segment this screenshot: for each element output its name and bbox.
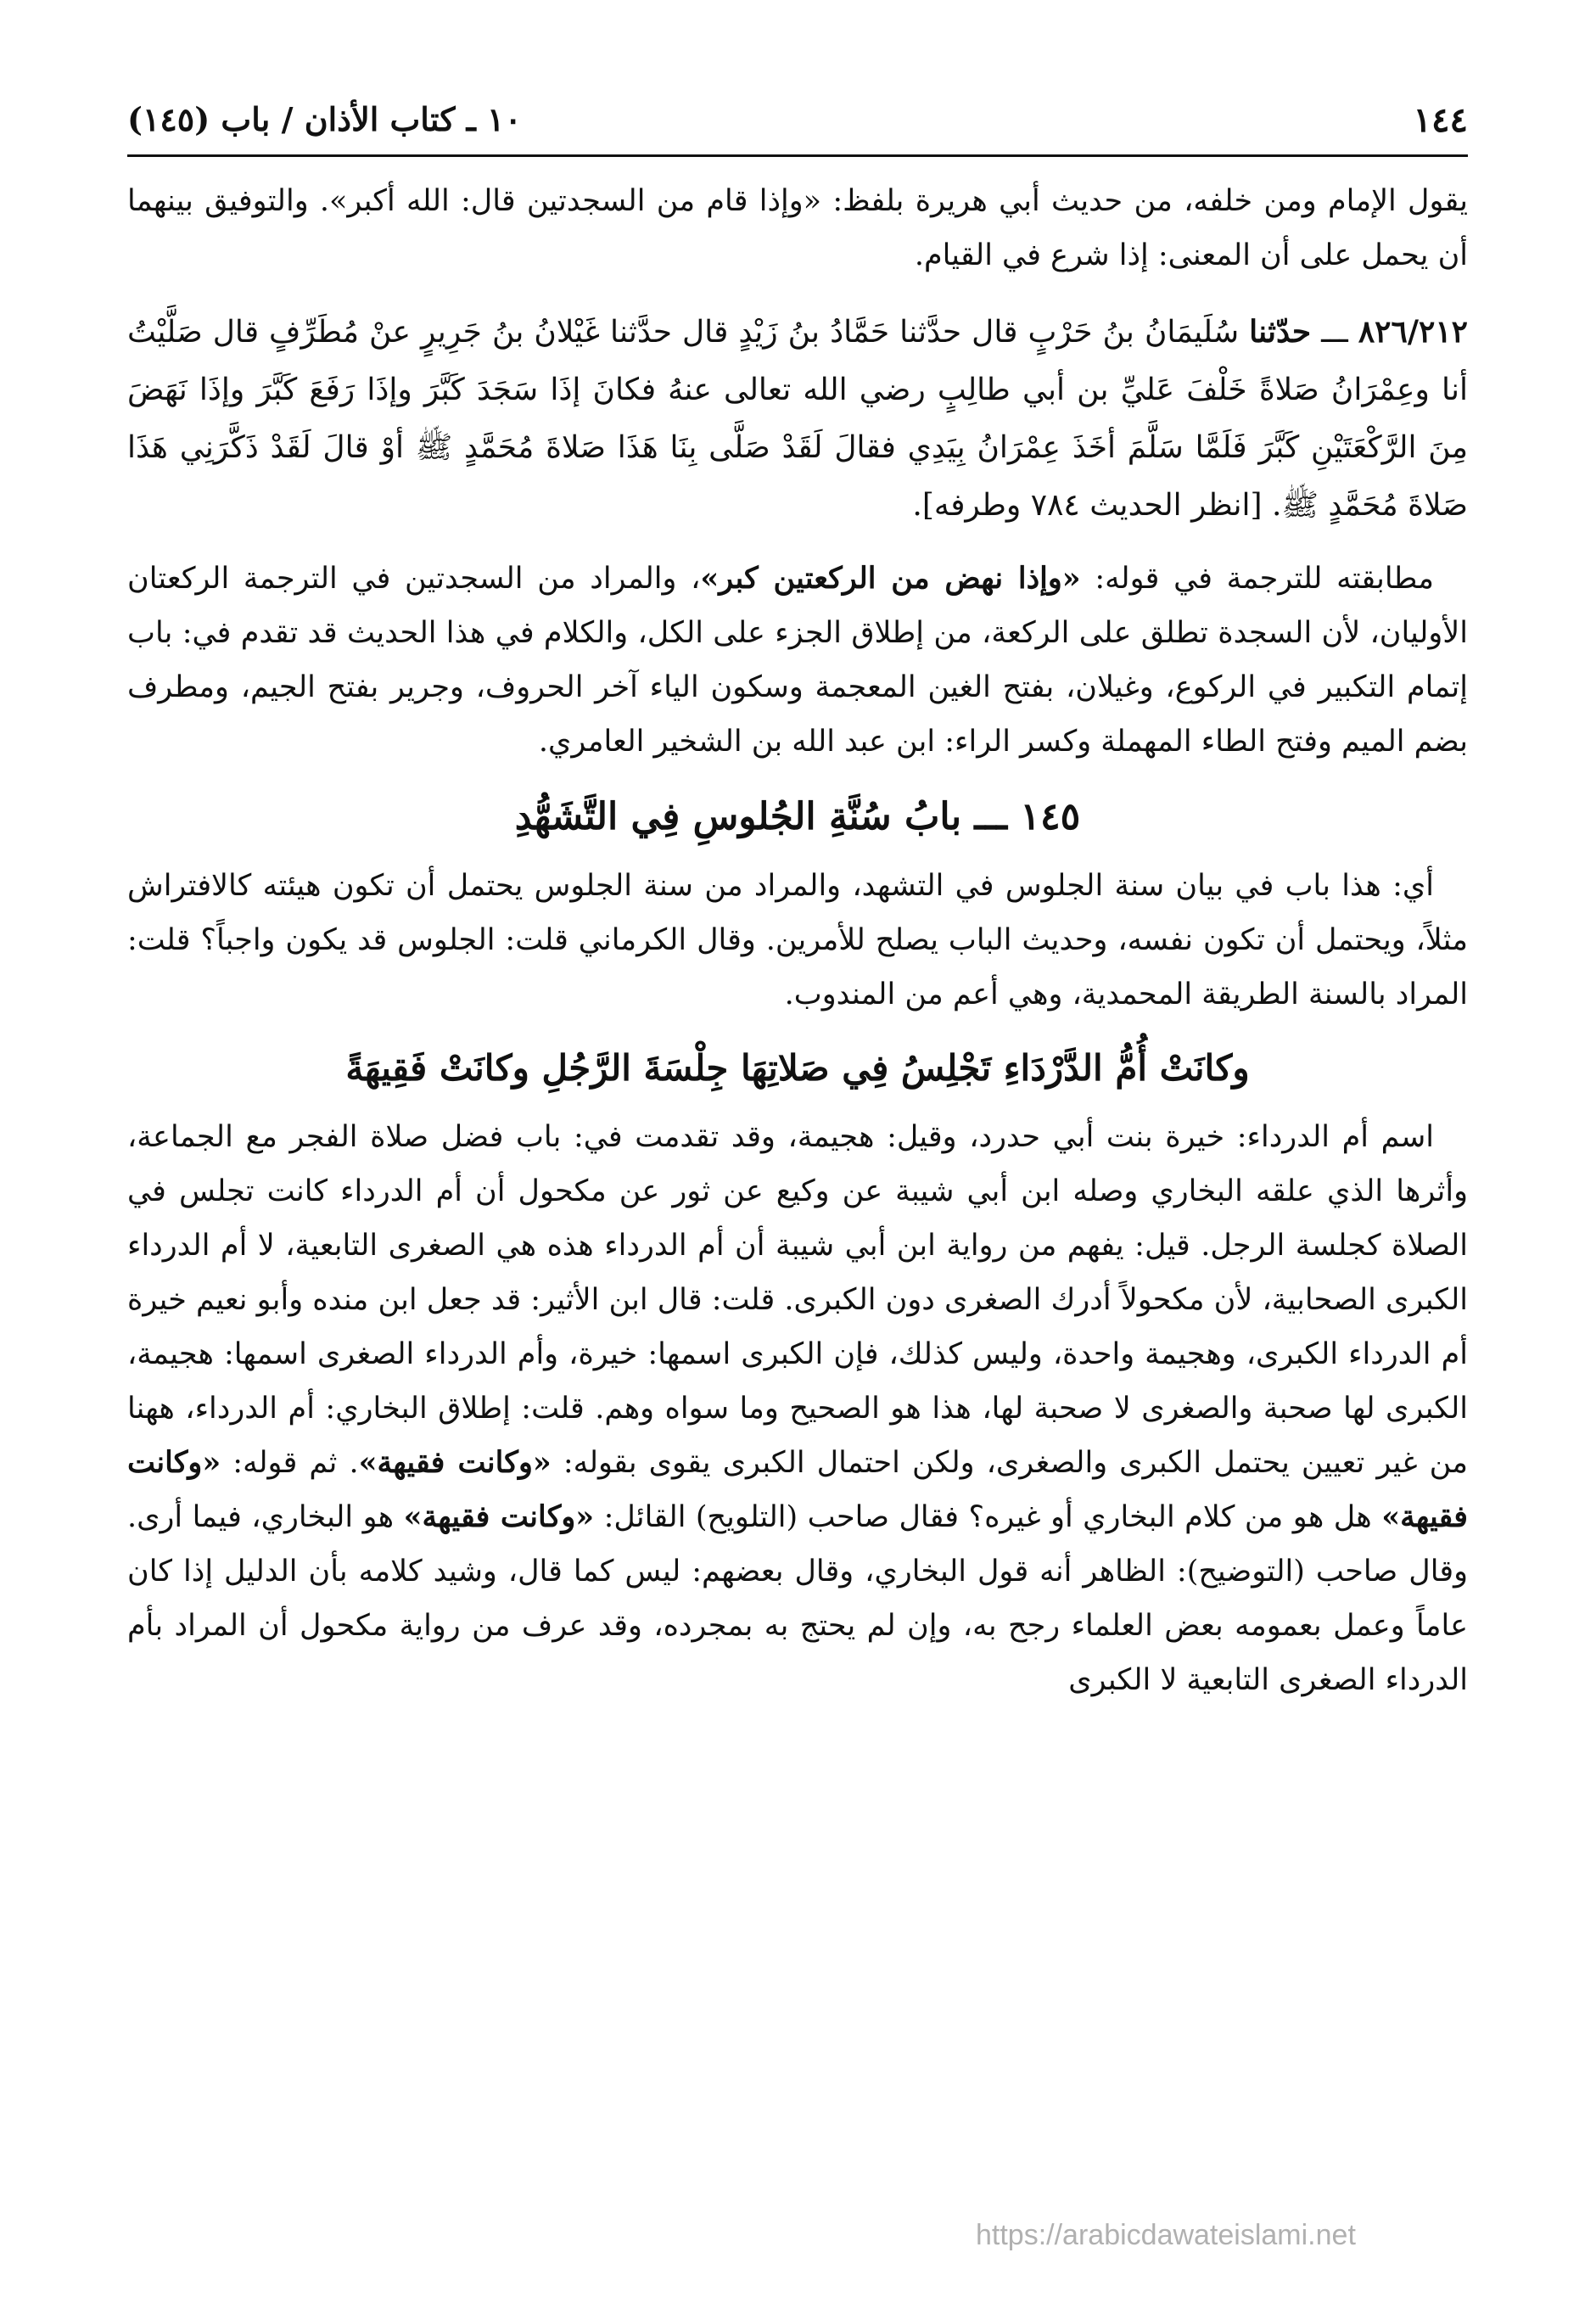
hadith-haddathana: حدّثنا — [1249, 314, 1312, 350]
long-part-4: هو البخاري، فيما أرى. وقال صاحب (التوضيح): الظاهر أنه قول البخاري، وقال بعضهم: ليس كما قال، وشيد كلامه بأن الدليل إذا كان عاماً وعمل بعمومه بعض العلماء رجح به، وإن لم يحتج به بمجرده، وقد عرف من رواية مكحول أن المراد بأم الدرداء الصغرى التابعية لا الكبرى — [127, 1500, 1468, 1697]
commentary-quote: «وإذا نهض من الركعتين كبر» — [700, 561, 1081, 596]
commentary-paragraph — [127, 552, 1468, 769]
long-part-3: هل هو من كلام البخاري أو غيره؟ فقال صاحب (التلويح) القائل: — [603, 1500, 1372, 1534]
commentary-lead: مطابقته للترجمة في قوله: — [1095, 562, 1434, 596]
book-page — [127, 85, 1468, 2257]
running-title: ١٠ ـ كتاب الأذان / باب (١٤٥) — [127, 100, 522, 138]
long-quote-3: «وكانت فقيهة» — [403, 1499, 595, 1534]
long-part-2: . ثم قوله: — [232, 1446, 359, 1480]
chapter-note — [127, 859, 1468, 1022]
intro-paragraph: يقول الإمام ومن خلفه، من حديث أبي هريرة بلفظ: «وإذا قام من السجدتين قال: الله أكبر». والتوفيق بينهما أن يحمل على أن المعنى: إذا شرع في القيام. — [127, 184, 1468, 272]
hadith-text: سُلَيمَانُ بنُ حَرْبٍ قال حدَّثنا حَمَّادُ بنُ زَيْدٍ قال حدَّثنا غَيْلانُ بنُ جَرِيرٍ عنْ مُطَرِّفٍ قال صَلَّيْتُ أنا وعِمْرَانُ صَلاةً خَلْفَ عَليِّ بن أبي طالِبٍ رضي الله تعالى عنهُ فكانَ إذَا سَجَدَ كَبَّرَ وإذَا رَفَعَ كَبَّرَ وإذَا نَهَضَ مِنَ الرَّكْعَتَيْنِ كَبَّرَ فَلَمَّا سَلَّمَ أخَذَ عِمْرَانُ بِيَدِي فقالَ لَقَدْ صَلَّى بِنَا هَذَا صَلاةَ مُحَمَّدٍ ﷺ أوْ قالَ لَقَدْ ذَكَّرَنِي هَذَا صَلاةَ مُحَمَّدٍ ﷺ. [انظر الحديث ٧٨٤ وطرفه]. — [127, 315, 1468, 523]
page-number: ١٤٤ — [1413, 100, 1468, 140]
commentary-rest: ، والمراد من السجدتين في الترجمة الركعتان الأوليان، لأن السجدة تطلق على الركعة، من إطلاق الجزء على الكل، والكلام في هذا الحديث قد تقدم في: باب إتمام التكبير في الركوع، وغيلان، بفتح الغين المعجمة وسكون الياء آخر الحروف، وجرير بفتح الجيم، ومطرف بضم الميم وفتح الطاء المهملة وكسر الراء: ابن عبد الله بن الشخير العامري. — [127, 562, 1468, 759]
chapter-heading: ١٤٥ ـــ بابُ سُنَّةِ الجُلوسِ فِي التَّشَهُّدِ — [514, 795, 1081, 838]
chapter-note-text: أي: هذا باب في بيان سنة الجلوس في التشهد، والمراد من سنة الجلوس يحتمل أن تكون هيئته كالافتراش مثلاً، ويحتمل أن تكون نفسه، وحديث الباب يصلح للأمرين. وقال الكرماني قلت: الجلوس قد يكون واجباً؟ قلت: المراد بالسنة الطريقة المحمدية، وهي أعم من المندوب. — [127, 869, 1468, 1011]
long-commentary — [127, 1110, 1468, 1707]
long-quote-2: «وكانت فقيهة» — [127, 1445, 1468, 1534]
watermark-url: https://arabicdawateislami.net — [976, 2219, 1356, 2251]
sub-heading: وكانَتْ أُمُّ الدَّرْدَاءِ تَجْلِسُ فِي صَلاتِهَا جِلْسَةَ الرَّجُلِ وكانَتْ فَقِيهَةً — [345, 1047, 1250, 1089]
long-quote-1: «وكانت فقيهة» — [358, 1445, 552, 1480]
hadith-number: ٨٢٦/٢١٢ — [1358, 314, 1468, 350]
page-header — [127, 85, 1468, 157]
long-part-1: اسم أم الدرداء: خيرة بنت أبي حدرد، وقيل: هجيمة، وقد تقدمت في: باب فضل صلاة الفجر مع الجماعة، وأثرها الذي علقه البخاري وصله ابن أبي شيبة عن وكيع عن ثور عن مكحول أن أم الدرداء كانت تجلس في الصلاة كجلسة الرجل. قيل: يفهم من رواية ابن أبي شيبة أن أم الدرداء هذه هي الصغرى التابعية، لا أم الدرداء الكبرى الصحابية، لأن مكحولاً أدرك الصغرى دون الكبرى. قلت: قال ابن الأثير: قد جعل ابن منده وأبو نعيم خيرة أم الدرداء الكبرى، وهجيمة واحدة، وليس كذلك، فإن الكبرى اسمها: خيرة، وأم الدرداء الصغرى اسمها: هجيمة، الكبرى لها صحبة والصغرى لا صحبة لها، هذا هو الصحيح وما سواه وهم. قلت: إطلاق البخاري: أم الدرداء، ههنا من غير تعيين يحتمل الكبرى والصغرى، ولكن احتمال الكبرى يقوى بقوله: — [127, 1120, 1468, 1480]
hadith-paragraph — [127, 303, 1468, 535]
hadith-dash: ـــ — [1321, 315, 1348, 350]
